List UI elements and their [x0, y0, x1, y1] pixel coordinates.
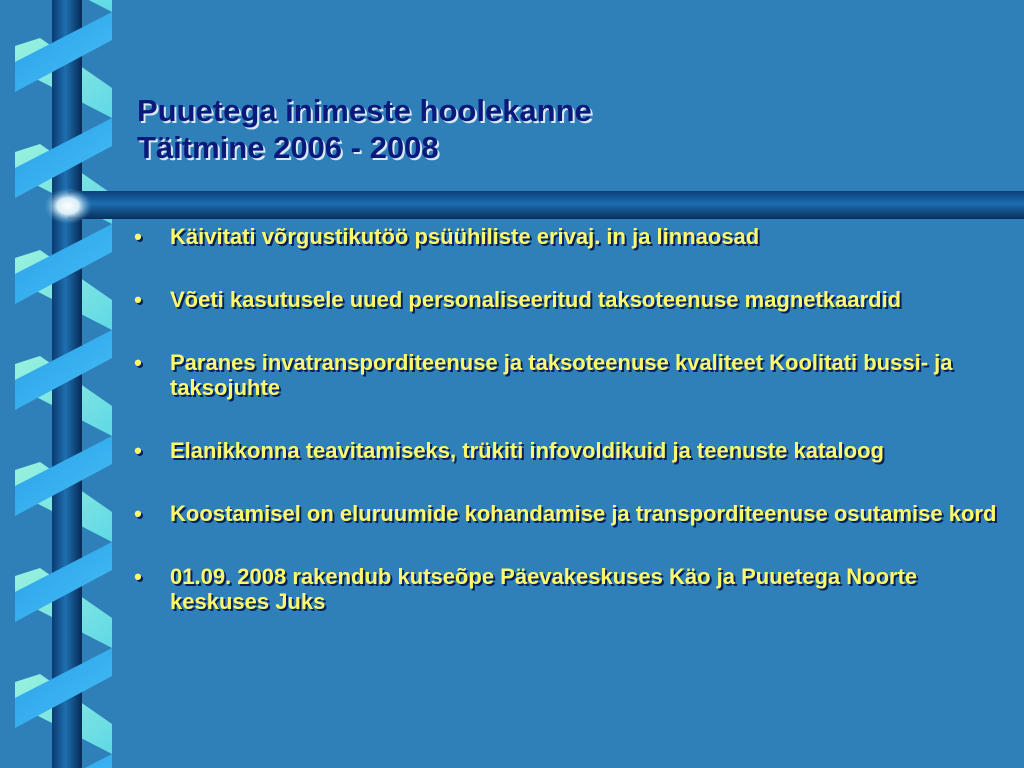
bullet-item [128, 350, 998, 400]
bullet-item [128, 224, 998, 249]
bullet-dot-icon: • [134, 564, 142, 589]
bullet-dot-icon: • [134, 501, 142, 526]
title-line-2: Täitmine 2006 - 2008 [137, 130, 439, 165]
bullet-dot-icon: • [134, 287, 142, 312]
bullet-item [128, 564, 998, 614]
bullet-text: Paranes invatransporditeenuse ja taksoteenuse kvaliteet Koolitati bussi- ja taksojuhte [170, 350, 953, 400]
bullet-text: Võeti kasutusele uued personaliseeritud taksoteenuse magnetkaardid [170, 287, 902, 312]
bullet-text: Koostamisel on eluruumide kohandamise ja transporditeenuse osutamise kord [170, 501, 997, 526]
horizontal-bar-icon [68, 191, 1024, 219]
bullet-item [128, 287, 998, 312]
bullet-list [128, 224, 998, 649]
bullet-dot-icon: • [134, 350, 142, 375]
bullet-text: Käivitati võrgustikutöö psüühiliste erivaj. in ja linnaosad [170, 224, 760, 249]
bullet-text: Elanikkonna teavitamiseks, trükiti infovoldikuid ja teenuste kataloog [170, 438, 884, 463]
bullet-item [128, 438, 998, 463]
slide-title [137, 92, 997, 166]
bullet-text: 01.09. 2008 rakendub kutseõpe Päevakeskuses Käo ja Puuetega Noorte keskuses Juks [170, 564, 918, 614]
bullet-dot-icon: • [134, 438, 142, 463]
glow-knob-icon [44, 188, 92, 224]
bullet-dot-icon: • [134, 224, 142, 249]
bullet-item [128, 501, 998, 526]
title-line-1: Puuetega inimeste hoolekanne [137, 93, 592, 128]
